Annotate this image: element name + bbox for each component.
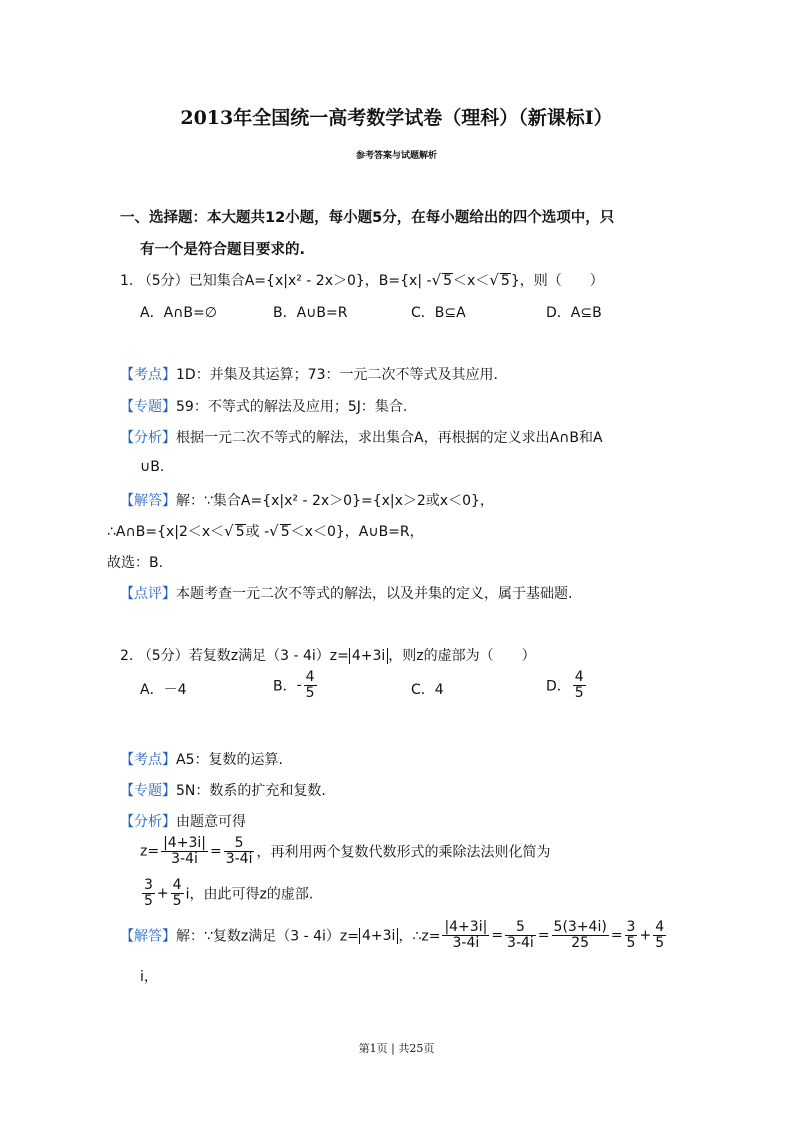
q2-fenxi <box>120 811 246 831</box>
q1-text-a: 已知集合A={x|x² - 2x＞0}，B={x| - <box>188 273 432 289</box>
q2-zhuanti-text: 5N：数系的扩充和复数. <box>176 783 326 799</box>
q2-jieda <box>120 920 668 951</box>
q2-jieda-frac4 <box>625 920 638 951</box>
q2-option-b-label: B． <box>273 678 297 695</box>
q2-jieda-frac3-den: 25 <box>571 935 590 951</box>
q1-jieda2-c: ＜x＜0}，A∪B=R， <box>290 524 424 540</box>
q1-kaodian <box>120 364 498 384</box>
q2-text-a: 若复数z满足（3 - 4i）z= <box>188 648 349 664</box>
q1-sqrt-five-b: 5 <box>500 273 510 289</box>
q1-text-b: ＜x＜ <box>453 273 490 289</box>
q1-text-c: }，则（ ） <box>510 273 604 289</box>
q1-score: （5分） <box>137 273 189 289</box>
q2-jieda-frac5 <box>653 920 666 951</box>
q1-jieda-line2 <box>107 521 424 541</box>
q1-fenxi-text1: 根据一元二次不等式的解法，求出集合A，再根据的定义求出A∩B和A <box>176 430 603 446</box>
q2-jieda-frac1-num: |4+3i| <box>444 919 488 935</box>
q2-fenxi-text1: 由题意可得 <box>176 814 246 830</box>
q2-zhuanti <box>120 780 326 800</box>
q2-fenxi-tag: 【分析】 <box>120 814 176 830</box>
q2-option-d-label: D． <box>546 678 571 695</box>
q2-jieda-frac1-den: 3-4i <box>452 935 480 951</box>
q1-fenxi <box>120 427 603 447</box>
q2-jieda-frac4-den: 5 <box>626 935 636 951</box>
q2-option-a: A．－4 <box>140 682 187 698</box>
q1-fenxi-tag: 【分析】 <box>120 430 176 446</box>
q2-fenxi-frac3-den: 5 <box>144 893 153 909</box>
q2-zhuanti-tag: 【专题】 <box>120 783 176 799</box>
q2-fenxi-plus: + <box>156 885 169 902</box>
q2-fenxi-text2: ，再利用两个复数代数形式的乘除法法则化简为 <box>256 844 551 861</box>
q2-fenxi-line2 <box>140 836 550 867</box>
q2-fenxi-frac2-num: 5 <box>224 836 255 852</box>
q2-jieda-tag: 【解答】 <box>120 928 176 945</box>
sqrt-icon: √ <box>224 522 234 540</box>
sqrt-icon: √ <box>431 271 442 289</box>
page-subtitle: 参考答案与试题解析 <box>355 151 437 161</box>
q1-option-b: B．A∪B=R <box>273 305 348 321</box>
q2-jieda-end: i， <box>140 969 158 985</box>
q1-stem <box>120 270 604 290</box>
q2-fenxi-frac3-num: 3 <box>144 877 153 893</box>
q2-fenxi-frac2-den: 3-4i <box>225 851 253 867</box>
q2-stem <box>120 645 536 665</box>
q2-jieda-frac4-num: 3 <box>626 919 636 935</box>
q2-jieda-eq3: = <box>610 927 623 944</box>
q2-option-d <box>546 670 588 701</box>
q2-option-b-sign: - <box>296 677 302 694</box>
q2-fenxi-line3 <box>140 878 313 909</box>
q1-sqrt-five-a: 5 <box>443 273 453 289</box>
sqrt-icon: √ <box>269 522 279 540</box>
q2-fenxi-eq1: = <box>209 843 222 860</box>
q2-jieda-eq1: = <box>491 927 504 944</box>
q2-b-den: 5 <box>305 685 315 701</box>
q1-jieda2-a: ∴A∩B={x|2＜x＜ <box>107 524 225 540</box>
q2-jieda-text1b: ，∴z= <box>398 928 441 945</box>
q2-number: 2. <box>120 648 134 664</box>
q2-kaodian-text: A5：复数的运算. <box>176 752 283 768</box>
q2-fenxi-frac1-den: 3-4i <box>171 851 198 867</box>
q2-jieda-plus: + <box>639 927 652 944</box>
q1-number: 1. <box>120 273 134 289</box>
q2-fenxi-frac2 <box>224 836 255 867</box>
q1-jieda2-b: 或 - <box>245 524 270 540</box>
page-footer: 第1页 | 共25页 <box>358 1042 435 1055</box>
q2-text-b: ，则z的虚部为（ ） <box>388 648 536 664</box>
q2-fenxi-frac4 <box>171 878 184 909</box>
q2-jieda-abs: 4+3i <box>359 928 398 944</box>
q1-jieda <box>120 490 494 510</box>
q2-score: （5分） <box>137 648 189 664</box>
q1-option-a: A．A∩B=∅ <box>140 305 217 321</box>
q2-abs-value: 4+3i <box>349 648 388 664</box>
q2-option-d-fraction <box>573 670 586 701</box>
q2-option-c: C．4 <box>411 682 444 698</box>
q1-jieda-sqrt-a: 5 <box>235 524 245 540</box>
q2-fenxi-frac4-den: 5 <box>172 893 182 909</box>
q2-fenxi-frac3 <box>142 878 155 909</box>
q2-b-num: 4 <box>305 669 315 685</box>
q1-zhuanti-text: 59：不等式的解法及应用；5J：集合. <box>176 399 408 415</box>
q1-fenxi-line2: ∪B. <box>140 459 165 475</box>
section-heading-line2: 有一个是符合题目要求的. <box>140 242 306 258</box>
q2-z-eq: z= <box>140 843 160 860</box>
q2-jieda-frac3-num: 5(3+4i) <box>553 919 607 935</box>
q2-fenxi-frac1 <box>161 836 208 867</box>
q1-option-d: D．A⊆B <box>546 305 602 321</box>
q1-dianping <box>120 583 572 603</box>
q2-jieda-text1: 解：∵复数z满足（3 - 4i）z= <box>176 928 359 945</box>
q1-option-c: C．B⊆A <box>411 305 466 321</box>
q2-d-num: 4 <box>574 669 584 685</box>
q1-zhuanti-tag: 【专题】 <box>120 399 176 415</box>
q1-dianping-tag: 【点评】 <box>120 586 176 602</box>
q2-jieda-frac2 <box>505 920 536 951</box>
q2-jieda-frac2-num: 5 <box>505 920 536 936</box>
q1-jieda-sqrt-b: 5 <box>280 524 290 540</box>
q2-jieda-frac5-den: 5 <box>655 935 665 951</box>
q1-jieda-line3: 故选：B. <box>107 555 164 571</box>
q1-kaodian-tag: 【考点】 <box>120 367 176 383</box>
q1-zhuanti <box>120 396 407 416</box>
q2-fenxi-frac1-num: |4+3i| <box>163 835 206 851</box>
q2-fenxi-frac4-num: 4 <box>172 877 182 893</box>
section-heading-line1: 一、选择题：本大题共12小题，每小题5分，在每小题给出的四个选项中，只 <box>120 210 615 226</box>
q2-jieda-frac5-num: 4 <box>655 919 665 935</box>
q2-kaodian-tag: 【考点】 <box>120 752 176 768</box>
q2-option-b <box>273 670 319 701</box>
q1-jieda-tag: 【解答】 <box>120 493 176 509</box>
q2-d-den: 5 <box>574 685 584 701</box>
q1-kaodian-text: 1D：并集及其运算；73：一元二次不等式及其应用. <box>176 367 498 383</box>
sqrt-icon: √ <box>489 271 499 289</box>
q2-fenxi-text3: i，由此可得z的虚部. <box>185 886 314 903</box>
q2-jieda-eq2: = <box>537 927 550 944</box>
q2-jieda-frac2-den: 3-4i <box>507 935 534 951</box>
q1-jieda-text1: 解：∵集合A={x|x² - 2x＞0}={x|x＞2或x＜0}， <box>176 493 494 509</box>
page-title: 2013年全国统一高考数学试卷（理科）（新课标Ⅰ） <box>180 107 613 129</box>
q1-dianping-text: 本题考查一元二次不等式的解法，以及并集的定义，属于基础题. <box>176 586 573 602</box>
q2-jieda-frac1 <box>442 920 489 951</box>
q2-jieda-frac3 <box>552 920 609 951</box>
q2-option-b-fraction <box>304 670 317 701</box>
q2-kaodian <box>120 749 283 769</box>
